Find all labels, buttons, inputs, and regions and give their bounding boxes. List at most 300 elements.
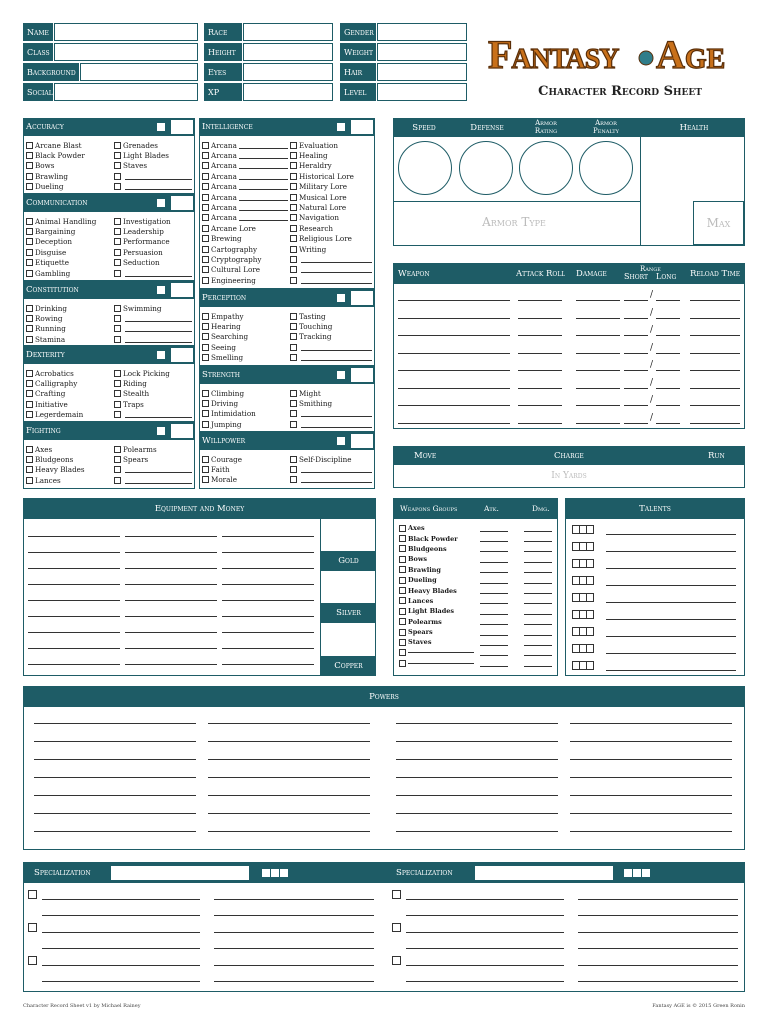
equipment-line[interactable] [125, 632, 217, 633]
ability-score-accuracy[interactable] [171, 120, 193, 134]
power-line[interactable] [396, 777, 558, 778]
weapon-group-dmg[interactable] [524, 618, 552, 625]
weapon-group-checkbox[interactable] [399, 660, 406, 667]
power-line[interactable] [570, 831, 732, 832]
skill-row[interactable] [202, 419, 288, 429]
power-line[interactable] [34, 777, 196, 778]
weapon-field-line[interactable] [398, 423, 510, 424]
skill-row[interactable] [290, 254, 372, 264]
skill-row[interactable] [202, 223, 288, 233]
weapon-field-line[interactable] [656, 423, 680, 424]
equipment-line[interactable] [125, 616, 217, 617]
weapon-group-checkbox[interactable] [399, 577, 406, 584]
weapon-field-line[interactable] [624, 423, 648, 424]
skill-row[interactable] [26, 150, 112, 160]
skill-row[interactable] [26, 237, 112, 247]
skill-checkbox[interactable] [202, 400, 209, 407]
ability-focus-check-accuracy[interactable] [157, 123, 165, 131]
skill-row[interactable] [26, 303, 112, 313]
skill-row[interactable] [290, 140, 372, 150]
equipment-line[interactable] [222, 536, 314, 537]
skill-checkbox[interactable] [114, 218, 121, 225]
weapon-field-line[interactable] [398, 300, 510, 301]
specialization-degree-2[interactable] [624, 869, 650, 877]
weapon-field-line[interactable] [398, 388, 510, 389]
power-line[interactable] [396, 831, 558, 832]
skill-checkbox[interactable] [202, 142, 209, 149]
skill-row[interactable] [202, 311, 288, 321]
weapon-group-dmg[interactable] [524, 577, 552, 584]
skill-checkbox[interactable] [290, 400, 297, 407]
weapon-group-row[interactable] [399, 533, 554, 543]
equipment-line[interactable] [222, 600, 314, 601]
skill-blank-line[interactable] [301, 354, 372, 361]
power-line[interactable] [34, 813, 196, 814]
specialization-line[interactable] [42, 915, 200, 916]
skill-checkbox[interactable] [26, 370, 33, 377]
weapon-group-atk[interactable] [480, 597, 508, 604]
weapon-group-dmg[interactable] [524, 545, 552, 552]
weapon-group-atk[interactable] [480, 629, 508, 636]
weapon-field-line[interactable] [624, 300, 648, 301]
weapon-field-line[interactable] [690, 405, 740, 406]
skill-row[interactable] [114, 171, 192, 181]
skill-checkbox[interactable] [26, 228, 33, 235]
power-line[interactable] [570, 813, 732, 814]
skill-blank-line[interactable] [125, 183, 192, 190]
specialization-line[interactable] [214, 965, 374, 966]
weapon-field-line[interactable] [690, 353, 740, 354]
equipment-line[interactable] [125, 600, 217, 601]
ability-score-fighting[interactable] [171, 424, 193, 438]
skill-row[interactable] [114, 247, 192, 257]
skill-checkbox[interactable] [202, 194, 209, 201]
skill-checkbox[interactable] [114, 162, 121, 169]
skill-blank-line[interactable] [125, 315, 192, 322]
specialization-line[interactable] [578, 965, 738, 966]
specialization-line[interactable] [578, 981, 738, 982]
field-input-hair[interactable] [377, 63, 467, 81]
specialization-line[interactable] [578, 932, 738, 933]
weapon-field-line[interactable] [656, 353, 680, 354]
equipment-line[interactable] [222, 648, 314, 649]
specialization-line[interactable] [42, 965, 200, 966]
skill-checkbox[interactable] [114, 411, 121, 418]
skill-checkbox[interactable] [290, 235, 297, 242]
skill-row[interactable] [26, 444, 112, 454]
weapon-field-line[interactable] [656, 335, 680, 336]
skill-row[interactable] [290, 171, 372, 181]
skill-row[interactable] [290, 150, 372, 160]
skill-row[interactable] [26, 465, 112, 475]
specialization-line[interactable] [214, 899, 374, 900]
specialization-line[interactable] [406, 965, 564, 966]
power-line[interactable] [34, 831, 196, 832]
weapon-group-row[interactable] [399, 658, 554, 668]
skill-checkbox[interactable] [202, 323, 209, 330]
skill-blank-line[interactable] [239, 142, 288, 149]
skill-row[interactable] [26, 389, 112, 399]
skill-row[interactable] [114, 368, 192, 378]
skill-checkbox[interactable] [114, 270, 121, 277]
skill-checkbox[interactable] [26, 249, 33, 256]
skill-row[interactable] [26, 161, 112, 171]
skill-row[interactable] [202, 161, 288, 171]
skill-blank-line[interactable] [239, 194, 288, 201]
weapon-group-checkbox[interactable] [399, 608, 406, 615]
skill-checkbox[interactable] [202, 313, 209, 320]
talent-line[interactable] [606, 653, 736, 654]
skill-row[interactable] [114, 475, 192, 485]
power-line[interactable] [208, 723, 370, 724]
weapon-group-row[interactable] [399, 596, 554, 606]
power-line[interactable] [570, 723, 732, 724]
weapon-field-line[interactable] [656, 388, 680, 389]
skill-checkbox[interactable] [26, 305, 33, 312]
weapon-field-line[interactable] [518, 318, 562, 319]
skill-checkbox[interactable] [290, 476, 297, 483]
skill-row[interactable] [114, 378, 192, 388]
skill-checkbox[interactable] [202, 410, 209, 417]
weapon-group-checkbox[interactable] [399, 629, 406, 636]
equipment-line[interactable] [28, 584, 120, 585]
specialization-line[interactable] [214, 915, 374, 916]
field-input-xp[interactable] [243, 83, 333, 101]
weapon-group-dmg[interactable] [524, 597, 552, 604]
skill-row[interactable] [290, 409, 372, 419]
skill-row[interactable] [26, 475, 112, 485]
field-input-gender[interactable] [377, 23, 467, 41]
power-line[interactable] [208, 795, 370, 796]
skill-checkbox[interactable] [114, 370, 121, 377]
skill-checkbox[interactable] [202, 204, 209, 211]
weapon-field-line[interactable] [576, 353, 620, 354]
equipment-line[interactable] [28, 632, 120, 633]
skill-row[interactable] [26, 216, 112, 226]
skill-row[interactable] [114, 465, 192, 475]
weapon-field-line[interactable] [690, 300, 740, 301]
weapon-group-checkbox[interactable] [399, 639, 406, 646]
skill-checkbox[interactable] [114, 336, 121, 343]
specialization-line[interactable] [406, 932, 564, 933]
ability-score-dexterity[interactable] [171, 348, 193, 362]
weapon-group-row[interactable] [399, 627, 554, 637]
skill-row[interactable] [26, 226, 112, 236]
equipment-line[interactable] [28, 536, 120, 537]
equipment-line[interactable] [222, 584, 314, 585]
skill-blank-line[interactable] [301, 277, 372, 284]
skill-checkbox[interactable] [202, 225, 209, 232]
skill-checkbox[interactable] [26, 390, 33, 397]
skill-row[interactable] [202, 464, 288, 474]
talent-degree-boxes[interactable] [572, 610, 593, 619]
skill-checkbox[interactable] [202, 466, 209, 473]
skill-row[interactable] [290, 202, 372, 212]
weapon-group-row[interactable] [399, 585, 554, 595]
weapon-field-line[interactable] [624, 388, 648, 389]
skill-checkbox[interactable] [26, 315, 33, 322]
skill-blank-line[interactable] [239, 204, 288, 211]
weapon-group-row[interactable] [399, 575, 554, 585]
skill-row[interactable] [202, 409, 288, 419]
specialization-line[interactable] [406, 899, 564, 900]
skill-checkbox[interactable] [26, 466, 33, 473]
weapon-group-dmg[interactable] [524, 660, 552, 667]
skill-checkbox[interactable] [114, 456, 121, 463]
skill-checkbox[interactable] [26, 173, 33, 180]
skill-blank-line[interactable] [301, 476, 372, 483]
skill-checkbox[interactable] [26, 183, 33, 190]
power-line[interactable] [396, 723, 558, 724]
skill-row[interactable] [26, 268, 112, 278]
weapon-group-row[interactable] [399, 544, 554, 554]
power-line[interactable] [396, 759, 558, 760]
skill-checkbox[interactable] [290, 225, 297, 232]
weapon-field-line[interactable] [518, 388, 562, 389]
weapon-group-row[interactable] [399, 637, 554, 647]
skill-checkbox[interactable] [290, 183, 297, 190]
equipment-line[interactable] [125, 664, 217, 665]
weapon-group-row[interactable] [399, 523, 554, 533]
field-input-background[interactable] [80, 63, 198, 81]
talent-degree-boxes[interactable] [572, 525, 593, 534]
skill-row[interactable] [114, 399, 192, 409]
equipment-line[interactable] [125, 552, 217, 553]
skill-row[interactable] [202, 244, 288, 254]
weapon-field-line[interactable] [518, 300, 562, 301]
skill-blank-line[interactable] [239, 214, 288, 221]
equipment-line[interactable] [222, 552, 314, 553]
skill-row[interactable] [202, 342, 288, 352]
ability-focus-check-strength[interactable] [337, 371, 345, 379]
skill-checkbox[interactable] [202, 152, 209, 159]
equipment-line[interactable] [28, 568, 120, 569]
skill-row[interactable] [26, 247, 112, 257]
skill-row[interactable] [26, 182, 112, 192]
skill-checkbox[interactable] [26, 218, 33, 225]
skill-row[interactable] [202, 332, 288, 342]
skill-checkbox[interactable] [290, 204, 297, 211]
weapon-group-checkbox[interactable] [399, 618, 406, 625]
weapon-group-row[interactable] [399, 606, 554, 616]
weapon-group-row[interactable] [399, 554, 554, 564]
skill-row[interactable] [202, 454, 288, 464]
skill-row[interactable] [290, 464, 372, 474]
skill-checkbox[interactable] [114, 446, 121, 453]
skill-row[interactable] [114, 216, 192, 226]
skill-row[interactable] [290, 265, 372, 275]
weapon-field-line[interactable] [518, 423, 562, 424]
skill-row[interactable] [202, 353, 288, 363]
skill-row[interactable] [26, 410, 112, 420]
skill-checkbox[interactable] [202, 183, 209, 190]
specialization-checkbox[interactable] [392, 890, 401, 899]
skill-row[interactable] [290, 342, 372, 352]
skill-checkbox[interactable] [202, 333, 209, 340]
weapon-group-dmg[interactable] [524, 639, 552, 646]
skill-row[interactable] [290, 321, 372, 331]
weapon-group-row[interactable] [399, 648, 554, 658]
skill-checkbox[interactable] [26, 152, 33, 159]
skill-blank-line[interactable] [301, 266, 372, 273]
weapon-group-dmg[interactable] [524, 525, 552, 532]
weapon-field-line[interactable] [576, 335, 620, 336]
specialization-line[interactable] [578, 899, 738, 900]
skill-checkbox[interactable] [290, 266, 297, 273]
skill-checkbox[interactable] [290, 390, 297, 397]
weapon-field-line[interactable] [624, 335, 648, 336]
skill-checkbox[interactable] [26, 336, 33, 343]
weapon-group-row[interactable] [399, 565, 554, 575]
skill-row[interactable] [114, 161, 192, 171]
specialization-line[interactable] [214, 981, 374, 982]
power-line[interactable] [396, 741, 558, 742]
skill-checkbox[interactable] [202, 277, 209, 284]
skill-row[interactable] [290, 192, 372, 202]
equipment-line[interactable] [28, 648, 120, 649]
skill-checkbox[interactable] [202, 162, 209, 169]
weapon-group-checkbox[interactable] [399, 545, 406, 552]
skill-row[interactable] [290, 454, 372, 464]
speed-circle[interactable] [398, 141, 452, 195]
specialization-line[interactable] [42, 932, 200, 933]
skill-blank-line[interactable] [125, 173, 192, 180]
skill-checkbox[interactable] [26, 142, 33, 149]
skill-checkbox[interactable] [26, 456, 33, 463]
skill-row[interactable] [290, 311, 372, 321]
field-input-class[interactable] [54, 43, 198, 61]
skill-row[interactable] [26, 313, 112, 323]
skill-row[interactable] [290, 223, 372, 233]
weapon-field-line[interactable] [624, 318, 648, 319]
skill-blank-line[interactable] [239, 183, 288, 190]
armor-rating-circle[interactable] [519, 141, 573, 195]
power-line[interactable] [208, 813, 370, 814]
weapon-field-line[interactable] [398, 353, 510, 354]
weapon-field-line[interactable] [656, 370, 680, 371]
talent-line[interactable] [606, 670, 736, 671]
weapon-field-line[interactable] [690, 370, 740, 371]
skill-row[interactable] [114, 237, 192, 247]
skill-row[interactable] [202, 475, 288, 485]
skill-row[interactable] [290, 234, 372, 244]
ability-focus-check-communication[interactable] [157, 199, 165, 207]
skill-blank-line[interactable] [125, 466, 192, 473]
weapon-field-line[interactable] [690, 423, 740, 424]
skill-checkbox[interactable] [114, 142, 121, 149]
skill-checkbox[interactable] [26, 270, 33, 277]
skill-checkbox[interactable] [290, 456, 297, 463]
ability-focus-check-intelligence[interactable] [337, 123, 345, 131]
specialization-line[interactable] [406, 948, 564, 949]
skill-row[interactable] [202, 254, 288, 264]
weapon-group-atk[interactable] [480, 577, 508, 584]
skill-row[interactable] [114, 226, 192, 236]
skill-checkbox[interactable] [114, 228, 121, 235]
talent-line[interactable] [606, 585, 736, 586]
skill-checkbox[interactable] [202, 476, 209, 483]
weapon-field-line[interactable] [576, 318, 620, 319]
skill-row[interactable] [202, 150, 288, 160]
specialization-degree-1[interactable] [262, 869, 288, 877]
skill-checkbox[interactable] [202, 390, 209, 397]
talent-degree-boxes[interactable] [572, 627, 593, 636]
weapon-group-dmg[interactable] [524, 629, 552, 636]
skill-checkbox[interactable] [202, 266, 209, 273]
talent-degree-boxes[interactable] [572, 576, 593, 585]
skill-row[interactable] [114, 313, 192, 323]
field-input-height[interactable] [243, 43, 333, 61]
specialization-checkbox[interactable] [28, 923, 37, 932]
weapon-group-checkbox[interactable] [399, 556, 406, 563]
skill-checkbox[interactable] [290, 142, 297, 149]
weapon-field-line[interactable] [518, 405, 562, 406]
skill-row[interactable] [290, 182, 372, 192]
field-input-eyes[interactable] [243, 63, 333, 81]
skill-row[interactable] [202, 182, 288, 192]
skill-row[interactable] [290, 388, 372, 398]
power-line[interactable] [570, 777, 732, 778]
skill-row[interactable] [114, 334, 192, 344]
specialization-line[interactable] [578, 948, 738, 949]
skill-checkbox[interactable] [114, 315, 121, 322]
skill-row[interactable] [202, 192, 288, 202]
power-line[interactable] [208, 759, 370, 760]
equipment-line[interactable] [222, 568, 314, 569]
skill-row[interactable] [114, 324, 192, 334]
weapon-group-dmg[interactable] [524, 556, 552, 563]
ability-score-willpower[interactable] [351, 434, 373, 448]
weapon-group-atk[interactable] [480, 525, 508, 532]
specialization-line[interactable] [214, 948, 374, 949]
weapon-group-atk[interactable] [480, 660, 508, 667]
field-input-race[interactable] [243, 23, 333, 41]
skill-row[interactable] [26, 140, 112, 150]
skill-blank-line[interactable] [125, 270, 192, 277]
weapon-field-line[interactable] [624, 370, 648, 371]
skill-checkbox[interactable] [114, 173, 121, 180]
skill-checkbox[interactable] [26, 380, 33, 387]
power-line[interactable] [208, 741, 370, 742]
weapon-field-line[interactable] [398, 370, 510, 371]
weapon-group-atk[interactable] [480, 608, 508, 615]
skill-checkbox[interactable] [26, 238, 33, 245]
skill-checkbox[interactable] [26, 446, 33, 453]
weapon-group-atk[interactable] [480, 639, 508, 646]
weapon-group-dmg[interactable] [524, 608, 552, 615]
armor-penalty-circle[interactable] [579, 141, 633, 195]
weapon-field-line[interactable] [656, 318, 680, 319]
skill-checkbox[interactable] [202, 173, 209, 180]
specialization-line[interactable] [42, 981, 200, 982]
skill-checkbox[interactable] [114, 152, 121, 159]
skill-row[interactable] [290, 244, 372, 254]
skill-checkbox[interactable] [26, 401, 33, 408]
max-health-box[interactable] [693, 201, 744, 245]
skill-row[interactable] [114, 389, 192, 399]
talent-degree-boxes[interactable] [572, 542, 593, 551]
field-input-level[interactable] [377, 83, 467, 101]
equipment-line[interactable] [125, 568, 217, 569]
equipment-line[interactable] [28, 552, 120, 553]
specialization-line[interactable] [42, 899, 200, 900]
field-input-name[interactable] [54, 23, 198, 41]
skill-checkbox[interactable] [290, 421, 297, 428]
skill-row[interactable] [290, 419, 372, 429]
power-line[interactable] [34, 795, 196, 796]
skill-checkbox[interactable] [290, 354, 297, 361]
weapon-group-dmg[interactable] [524, 566, 552, 573]
